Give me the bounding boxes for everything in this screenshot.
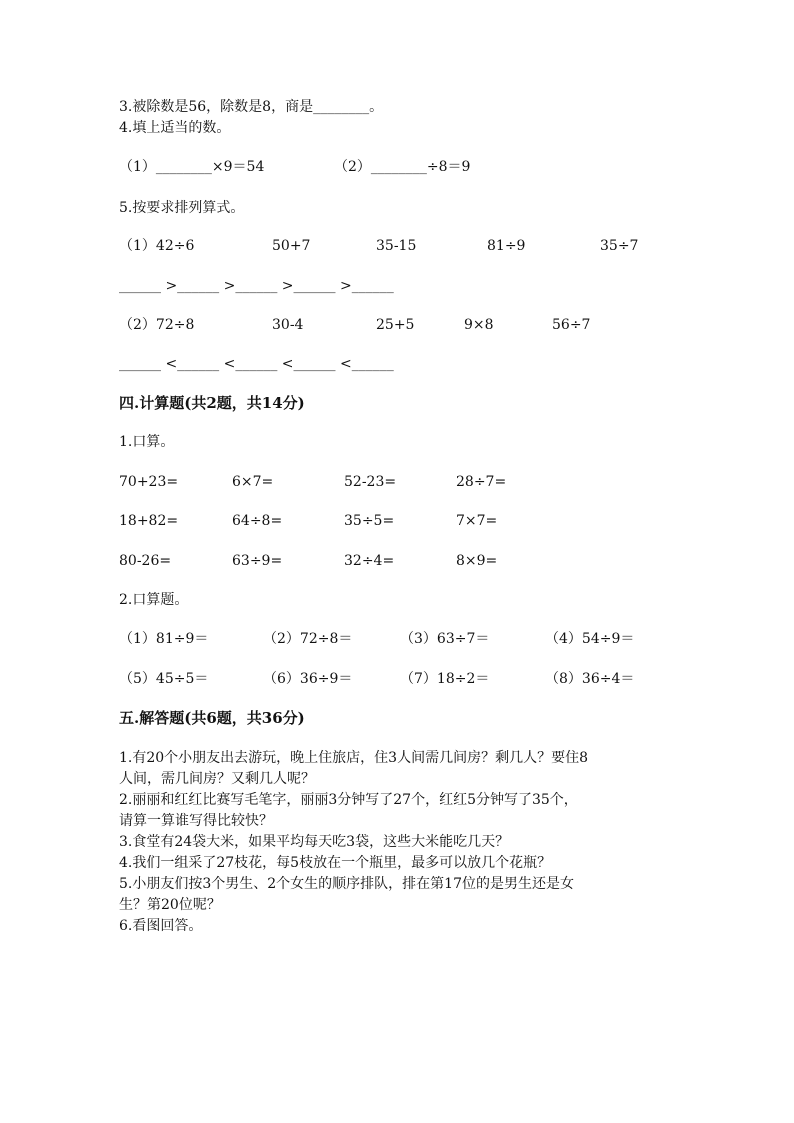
calc-item-3: （3）63÷7＝ [400,631,490,647]
calc-item-6: （6）36÷9＝ [263,671,353,687]
word-problem-5-line-1: 5.小朋友们按3个男生、2个女生的顺序排队，排在第17位的是男生还是女 [119,876,574,892]
expression-row1-2: 50+7 [272,238,311,254]
word-problem-1-line-2: 人间，需几间房？又剩几人呢？ [119,771,315,787]
mental-calc-r1c4: 28÷7= [456,474,507,490]
expression-row1-4: 81÷9 [487,238,526,254]
word-problem-5-line-2: 生？第20位呢？ [119,897,221,913]
mental-calc-r3c1: 80-26= [119,553,172,569]
calc-item-1: （1）81÷9＝ [119,631,209,647]
mental-calc-r3c3: 32÷4= [344,553,395,569]
expression-row2-2: 30-4 [272,317,304,333]
expression-row2-1: （2）72÷8 [119,317,195,333]
mental-calc-r2c1: 18+82= [119,513,179,529]
expression-row2-4: 9×8 [464,317,494,333]
section-4-heading: 四.计算题(共2题，共14分) [119,394,305,412]
mental-calc-r2c4: 7×7= [456,513,498,529]
calc-item-7: （7）18÷2＝ [400,671,490,687]
calc-item-4: （4）54÷9＝ [545,631,635,647]
question-3: 3.被除数是56，除数是8，商是________。 [119,99,384,115]
expression-row1-1: （1）42÷6 [119,238,195,254]
mental-calc-r3c2: 63÷9= [232,553,283,569]
expression-row1-5: 35÷7 [600,238,639,254]
word-problem-2-line-1: 2.丽丽和红红比赛写毛笔字，丽丽3分钟写了27个，红红5分钟写了35个， [119,792,578,808]
order-line-greater: ______ >______ >______ >______ >______ [119,278,394,294]
calc-item-8: （8）36÷4＝ [545,671,635,687]
question-5-title: 5.按要求排列算式。 [119,200,245,216]
expression-row2-3: 25+5 [376,317,415,333]
word-problem-1-line-1: 1.有20个小朋友出去游玩，晚上住旅店，住3人间需几间房？剩几人？要住8 [119,750,588,766]
word-problem-4: 4.我们一组采了27枝花，每5枝放在一个瓶里，最多可以放几个花瓶？ [119,855,552,871]
mental-calc-r3c4: 8×9= [456,553,498,569]
expression-row1-3: 35-15 [376,238,417,254]
word-problem-2-line-2: 请算一算谁写得比较快？ [119,813,273,829]
mental-calc-r2c3: 35÷5= [344,513,395,529]
question-4-title: 4.填上适当的数。 [119,120,231,136]
question-4-item-1: （1）________×9＝54 [119,159,265,175]
mental-calc-r1c1: 70+23= [119,474,179,490]
expression-row2-5: 56÷7 [552,317,591,333]
word-problem-3: 3.食堂有24袋大米，如果平均每天吃3袋，这些大米能吃几天？ [119,834,510,850]
section-5-heading: 五.解答题(共6题，共36分) [119,709,305,727]
calc-item-2: （2）72÷8＝ [263,631,353,647]
order-line-less: ______ <______ <______ <______ <______ [119,356,394,372]
section-4-q1-title: 1.口算。 [119,434,175,450]
mental-calc-r1c3: 52-23= [344,474,397,490]
word-problem-6: 6.看图回答。 [119,918,203,934]
question-4-item-2: （2）________÷8＝9 [334,159,471,175]
mental-calc-r1c2: 6×7= [232,474,274,490]
section-4-q2-title: 2.口算题。 [119,592,189,608]
mental-calc-r2c2: 64÷8= [232,513,283,529]
calc-item-5: （5）45÷5＝ [119,671,209,687]
